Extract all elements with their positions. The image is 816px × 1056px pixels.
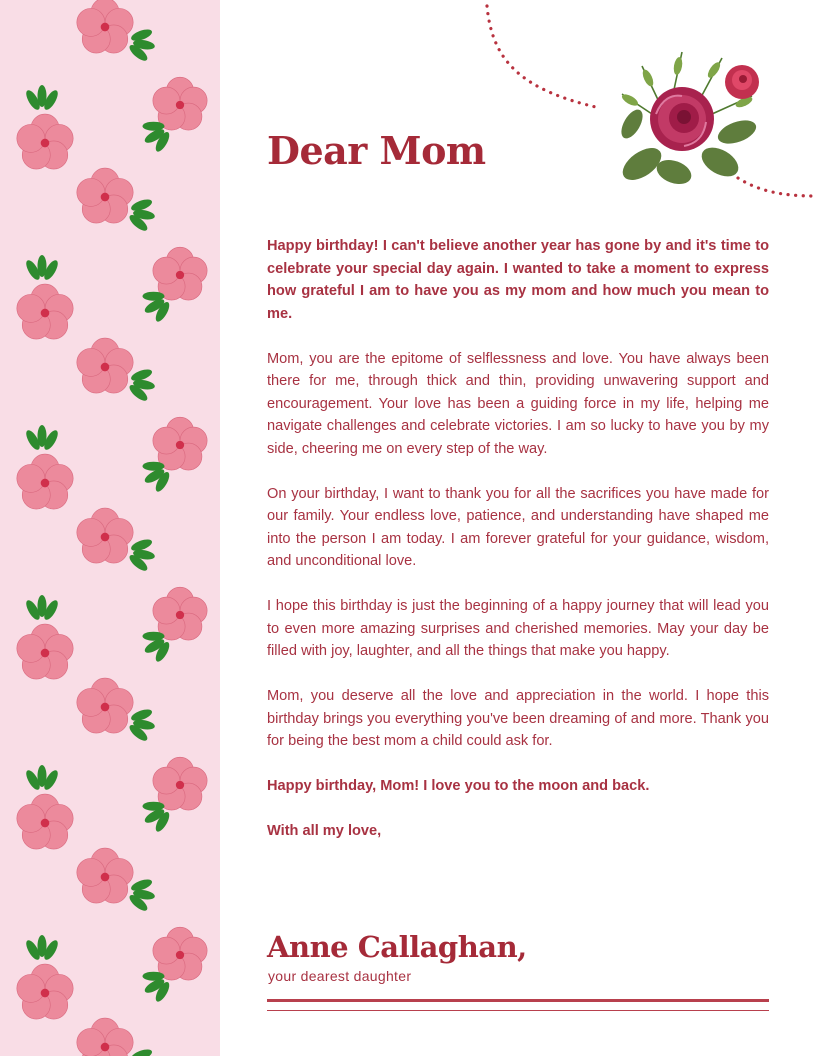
- pink-flower-icon: [153, 417, 207, 470]
- green-leaf-icon: [24, 765, 61, 792]
- pink-flower-icon: [153, 587, 207, 640]
- paragraph-4: I hope this birthday is just the beginning of a happy journey that will lead you to even more amazing surprises and cherished memories. May your day be filled with joy, laughter, and all the things that make you happy.: [267, 598, 769, 659]
- paragraph-intro: Happy birthday! I can't believe another year has gone by and it's time to celebrate your special day again. I wanted to take a moment to express how grateful I am to have you as my mom and how much you mean to me.: [267, 238, 769, 322]
- footer-divider-thick: [267, 999, 769, 1002]
- pink-flower-icon: [77, 678, 133, 733]
- pink-flower-icon: [77, 848, 133, 903]
- green-leaf-icon: [24, 595, 61, 622]
- pink-flower-icon: [17, 454, 73, 509]
- signature-name: Anne Callaghan,: [267, 930, 527, 964]
- pink-flower-icon: [153, 757, 207, 810]
- paragraph-wish: Happy birthday, Mom! I love you to the moon and back.: [267, 778, 650, 794]
- pink-flower-icon: [17, 624, 73, 679]
- pink-flower-icon: [153, 927, 207, 980]
- green-leaf-icon: [24, 425, 61, 452]
- paragraph-5: Mom, you deserve all the love and appreciation in the world. I hope this birthday brings you everything you've been dreaming of and more. Thank you for being the best mom a child could ask for.: [267, 688, 769, 749]
- paragraph-2: Mom, you are the epitome of selflessness and love. You have always been there for me, through thick and thin, providing unwavering support and encouragement. Your love has been a guiding force in my life, helping me navigate challenges and celebrate victories. I am so lucky to have you by my side, cheering me on every step of the way.: [267, 350, 769, 457]
- pink-flower-icon: [77, 1018, 133, 1056]
- page-title: Dear Mom: [267, 128, 486, 173]
- pink-flower-icon: [77, 508, 133, 563]
- green-leaf-icon: [24, 935, 61, 962]
- pink-flower-icon: [153, 247, 207, 300]
- pink-flower-icon: [17, 284, 73, 339]
- green-leaf-icon: [24, 255, 61, 282]
- pink-flower-icon: [17, 964, 73, 1019]
- rose-bouquet-icon: [612, 44, 772, 194]
- paragraph-3: On your birthday, I want to thank you for all the sacrifices you have made for our family. Your endless love, patience, and understanding have shaped me into the person I am today. I am forever grateful for your guidance, wisdom, and unconditional love.: [267, 485, 769, 569]
- letter-body: [267, 235, 769, 865]
- closing-line: With all my love,: [267, 823, 382, 839]
- pink-flower-icon: [17, 794, 73, 849]
- pink-flower-icon: [77, 338, 133, 393]
- footer-divider-thin: [267, 1010, 769, 1011]
- signature-subtitle: your dearest daughter: [268, 968, 412, 984]
